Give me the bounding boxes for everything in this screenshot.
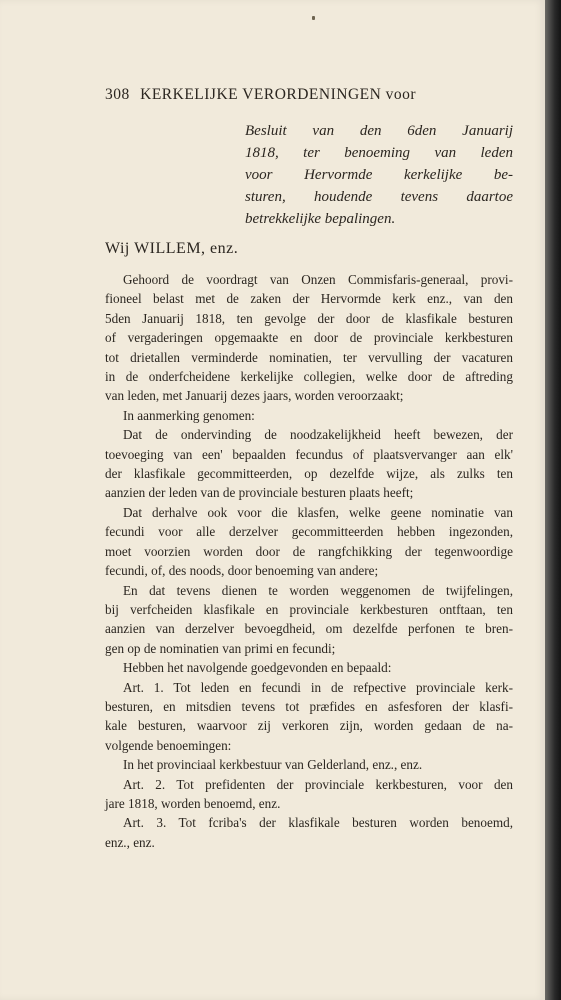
page-number: 308 [105,86,130,103]
text-line: Art. 1. Tot leden en fecundi in de refpective provinciale kerk- [123,679,513,695]
text-line: In het provinciaal kerkbestuur van Gelderland, enz., enz. [123,757,423,773]
opening-formula: Wij WILLEM, enz. [105,240,239,257]
text-line: besturen, en mitsdien tevens tot præfides en asfesforen der klasfi- [105,698,513,714]
text-line: of vergaderingen opgemaakte en door de provinciale kerkbesturen [105,330,513,346]
text-line: gen op de nominatien van primi en fecundi; [105,640,336,656]
text-line: bij verfcheiden klasfikale en provinciale kerkbesturen ontftaan, ten [105,601,513,617]
text-line: in de onderfcheidene kerkelijke collegien, welke door de aftreding [105,369,513,385]
text-line: enz., enz. [105,834,155,850]
text-line: der klasfikale gecommitteerden, op dezelfde wijze, als zulks ten [105,466,513,482]
text-line: Hebben het navolgende goedgevonden en bepaald: [123,660,392,676]
text-line: jare 1818, worden benoemd, enz. [105,795,281,811]
text-line: 5den Januarij 1818, ten gevolge der door de klasfikale besturen [105,310,513,326]
text-line: In aanmerking genomen: [123,407,255,423]
decree-title [245,120,513,230]
title-line: 1818, ter benoeming van leden [245,145,513,161]
text-line: fioneel belast met de zaken der Hervormde kerk enz., van den [105,291,513,307]
text-line: fecundi, of, des noods, door benoeming van andere; [105,563,379,579]
text-line: tot drietallen verminderde nominatien, ter vervulling der vacaturen [105,349,513,365]
ink-speck [312,16,315,20]
text-line: van leden, met Januarij dezes jaars, worden veroorzaakt; [105,388,404,404]
title-line: betrekkelijke bepalingen. [245,211,396,227]
text-line: Dat derhalve ook voor die klasfen, welke geene nominatie van [123,504,513,520]
text-line: En dat tevens dienen te worden weggenomen de twijfelingen, [123,582,513,598]
book-edge-shadow [545,0,561,1000]
text-line: Art. 3. Tot fcriba's der klasfikale besturen worden benoemd, [123,815,513,831]
text-line: aanzien der leden van de provinciale besturen plaats heeft; [105,485,414,501]
text-line: kale besturen, waarvoor zij verkoren zijn, worden gedaan de na- [105,718,513,734]
running-title: KERKELIJKE VERORDENINGEN voor [140,86,417,103]
title-line: sturen, houdende tevens daartoe [245,189,513,205]
text-line: aanzien van derzelver bevoegdheid, om dezelfde perfonen te bren- [105,621,513,637]
text-line: fecundi voor alle derzelver gecommitteerden hebben ingezonden, [105,524,513,540]
running-header [105,86,513,104]
text-line: volgende benoemingen: [105,737,232,753]
title-line: voor Hervormde kerkelijke be- [245,167,513,183]
text-line: Gehoord de voordragt van Onzen Commisfaris-generaal, provi- [123,272,513,287]
decree-body [105,270,513,852]
text-line: moet voorzien worden door de rangfchikking der tegenwoordige [105,543,513,559]
text-line: Dat de ondervinding de noodzakelijkheid heeft bewezen, der [123,427,513,443]
text-line: toevoeging van een' bepaalden fecundus of plaatsvervanger aan elk' [105,446,513,462]
title-line: Besluit van den 6den Januarij [245,123,513,139]
text-line: Art. 2. Tot prefidenten der provinciale kerkbesturen, voor den [123,776,513,792]
